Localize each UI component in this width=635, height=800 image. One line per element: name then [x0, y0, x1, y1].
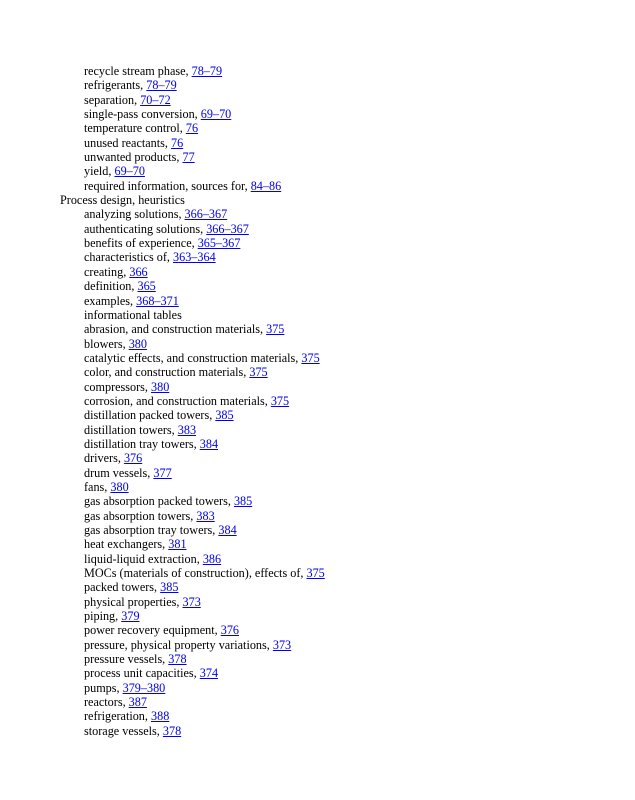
index-entry [60, 695, 615, 709]
index-entry [60, 623, 615, 637]
index-entry-text: yield, [84, 164, 115, 179]
page-reference-link[interactable]: 375 [270, 393, 290, 408]
index-entry-text: pressure, physical property variations, [84, 637, 273, 652]
index-entry-text: gas absorption packed towers, [84, 494, 234, 509]
index-entry-text: separation, [84, 92, 141, 107]
index-entry [60, 265, 615, 279]
index-heading [60, 193, 615, 207]
index-entry-text: reactors, [84, 695, 129, 710]
index-entry-text: informational tables [84, 307, 182, 322]
page-reference-link[interactable]: 365–367 [197, 236, 241, 251]
page-reference-link[interactable]: 385 [215, 408, 234, 423]
page-reference-link[interactable]: 69–70 [200, 107, 232, 122]
index-entry [60, 466, 615, 480]
page-reference-link[interactable]: 381 [168, 537, 187, 552]
page-reference-link[interactable]: 78–79 [146, 78, 177, 93]
page-reference-link[interactable]: 373 [182, 594, 201, 609]
index-entry [60, 595, 615, 609]
index-entry-text: power recovery equipment, [84, 623, 221, 638]
page-reference-link[interactable]: 376 [220, 623, 239, 638]
page-reference-link[interactable]: 379–380 [122, 680, 166, 695]
page-reference-link[interactable]: 77 [182, 150, 195, 165]
page-reference-link[interactable]: 374 [199, 666, 219, 681]
index-entry [60, 351, 615, 365]
index-entry [60, 236, 615, 250]
index-entry-text: unused reactants, [84, 135, 171, 150]
index-entry [60, 93, 615, 107]
index-entry [60, 552, 615, 566]
index-entry [60, 652, 615, 666]
index-entry [60, 294, 615, 308]
index-entry-text: corrosion, and construction materials, [84, 393, 271, 408]
index-entry [60, 164, 615, 178]
page-reference-link[interactable]: 377 [153, 465, 172, 480]
page-reference-link[interactable]: 365 [137, 279, 156, 294]
page-reference-link[interactable]: 375 [306, 566, 325, 581]
index-entry [60, 64, 615, 78]
index-entry-text: benefits of experience, [84, 236, 198, 251]
index-entry-text: packed towers, [84, 580, 161, 595]
index-entry-text: examples, [84, 293, 137, 308]
index-entry [60, 423, 615, 437]
page-reference-link[interactable]: 76 [170, 135, 184, 150]
index-entry-text: drum vessels, [84, 465, 154, 480]
index-entry-text: unwanted products, [84, 150, 183, 165]
index-entry-text: refrigeration, [84, 709, 151, 724]
index-entry [60, 337, 615, 351]
index-entry [60, 408, 615, 422]
index-entry [60, 222, 615, 236]
index-entry [60, 150, 615, 164]
page-reference-link[interactable]: 385 [233, 494, 253, 509]
page-reference-link[interactable]: 76 [185, 121, 199, 136]
page-reference-link[interactable]: 375 [266, 322, 285, 337]
index-entry [60, 394, 615, 408]
page-reference-link[interactable]: 388 [151, 709, 170, 724]
index-entry [60, 179, 615, 193]
index-entry-text: piping, [84, 609, 122, 624]
page-reference-link[interactable]: 69–70 [114, 164, 145, 179]
page-reference-link[interactable]: 375 [249, 365, 268, 380]
index-entry-text: process unit capacities, [84, 666, 200, 681]
index-entry [60, 437, 615, 451]
index-entry [60, 480, 615, 494]
index-entry [60, 207, 615, 221]
index-entry-text: required information, sources for, [84, 178, 251, 193]
page-reference-link[interactable]: 378 [162, 723, 182, 738]
page-reference-link[interactable]: 380 [110, 479, 129, 494]
index-entry-text: characteristics of, [84, 250, 173, 265]
index-entry-text: heat exchangers, [84, 537, 169, 552]
page-reference-link[interactable]: 383 [196, 508, 215, 523]
index-entry-text: blowers, [84, 336, 129, 351]
page-reference-link[interactable]: 366–367 [184, 207, 228, 222]
index-entry-text: gas absorption tray towers, [84, 523, 219, 537]
index-entry [60, 638, 615, 652]
page-reference-link[interactable]: 384 [218, 523, 237, 537]
page-reference-link[interactable]: 376 [123, 451, 143, 466]
index-entry-text: creating, [84, 264, 130, 279]
index-entry [60, 494, 615, 508]
page-reference-link[interactable]: 375 [301, 350, 320, 365]
index-entry-text: compressors, [84, 379, 152, 394]
index-entry [60, 509, 615, 523]
index-entry [60, 566, 615, 580]
index-entry [60, 724, 615, 738]
index-entry [60, 78, 615, 92]
page-reference-link[interactable]: 84–86 [250, 178, 282, 193]
page-reference-link[interactable]: 384 [199, 436, 219, 451]
index-entry [60, 580, 615, 594]
page-reference-link[interactable]: 368–371 [136, 293, 179, 308]
page-reference-link[interactable]: 373 [272, 637, 292, 652]
index-entry-text: catalytic effects, and construction materials, [84, 350, 302, 365]
index-entry-text: Process design, heuristics [60, 193, 185, 208]
page-reference-link[interactable]: 363–364 [173, 250, 216, 265]
index-entry-text: recycle stream phase, [84, 64, 192, 78]
index-entry-text: refrigerants, [84, 78, 147, 93]
index-entry [60, 136, 615, 150]
index-entry [60, 666, 615, 680]
index-entry-text: authenticating solutions, [84, 221, 207, 236]
index-entry-text: pumps, [84, 680, 123, 695]
page-reference-link[interactable]: 78–79 [191, 64, 223, 78]
index-entry-text: pressure vessels, [84, 652, 169, 667]
index-entry [60, 250, 615, 264]
index-entry-text: drivers, [84, 451, 124, 466]
index-entry-text: storage vessels, [84, 723, 163, 738]
index-entry [60, 365, 615, 379]
index-entry-text: temperature control, [84, 121, 186, 136]
page-reference-link[interactable]: 383 [177, 422, 197, 437]
page-reference-link[interactable]: 366–367 [206, 221, 249, 236]
index-entry-text: distillation tray towers, [84, 436, 200, 451]
page-reference-link[interactable]: 380 [128, 336, 147, 351]
index-entry-text: gas absorption towers, [84, 508, 197, 523]
index-entry [60, 609, 615, 623]
page-reference-link[interactable]: 379 [121, 609, 140, 624]
page-reference-link[interactable]: 386 [202, 551, 222, 566]
index-entry-text: definition, [84, 279, 138, 294]
index-entry [60, 523, 615, 537]
index-entry [60, 121, 615, 135]
index-entry [60, 322, 615, 336]
page-reference-link[interactable]: 387 [128, 695, 147, 710]
index-entry [60, 537, 615, 551]
index-entry [60, 107, 615, 121]
index-entry [60, 380, 615, 394]
page-reference-link[interactable]: 380 [151, 379, 170, 394]
index-entry [60, 451, 615, 465]
page-reference-link[interactable]: 378 [168, 652, 187, 667]
page-reference-link[interactable]: 366 [129, 264, 148, 279]
index-list [60, 64, 615, 738]
index-entry [60, 681, 615, 695]
index-entry [60, 709, 615, 723]
index-entry-text: color, and construction materials, [84, 365, 250, 380]
index-entry-text: single-pass conversion, [84, 107, 201, 122]
index-entry-text: distillation packed towers, [84, 408, 216, 423]
index-entry-text: physical properties, [84, 594, 183, 609]
index-entry [60, 279, 615, 293]
index-entry-text: distillation towers, [84, 422, 178, 437]
index-entry-text: MOCs (materials of construction), effects of, [84, 566, 307, 581]
index-entry-text: fans, [84, 479, 111, 494]
page-reference-link[interactable]: 385 [160, 580, 179, 595]
index-entry-text: analyzing solutions, [84, 207, 185, 222]
index-entry [60, 308, 615, 322]
page-reference-link[interactable]: 70–72 [140, 92, 171, 107]
index-entry-text: liquid-liquid extraction, [84, 551, 203, 566]
index-entry-text: abrasion, and construction materials, [84, 322, 267, 337]
